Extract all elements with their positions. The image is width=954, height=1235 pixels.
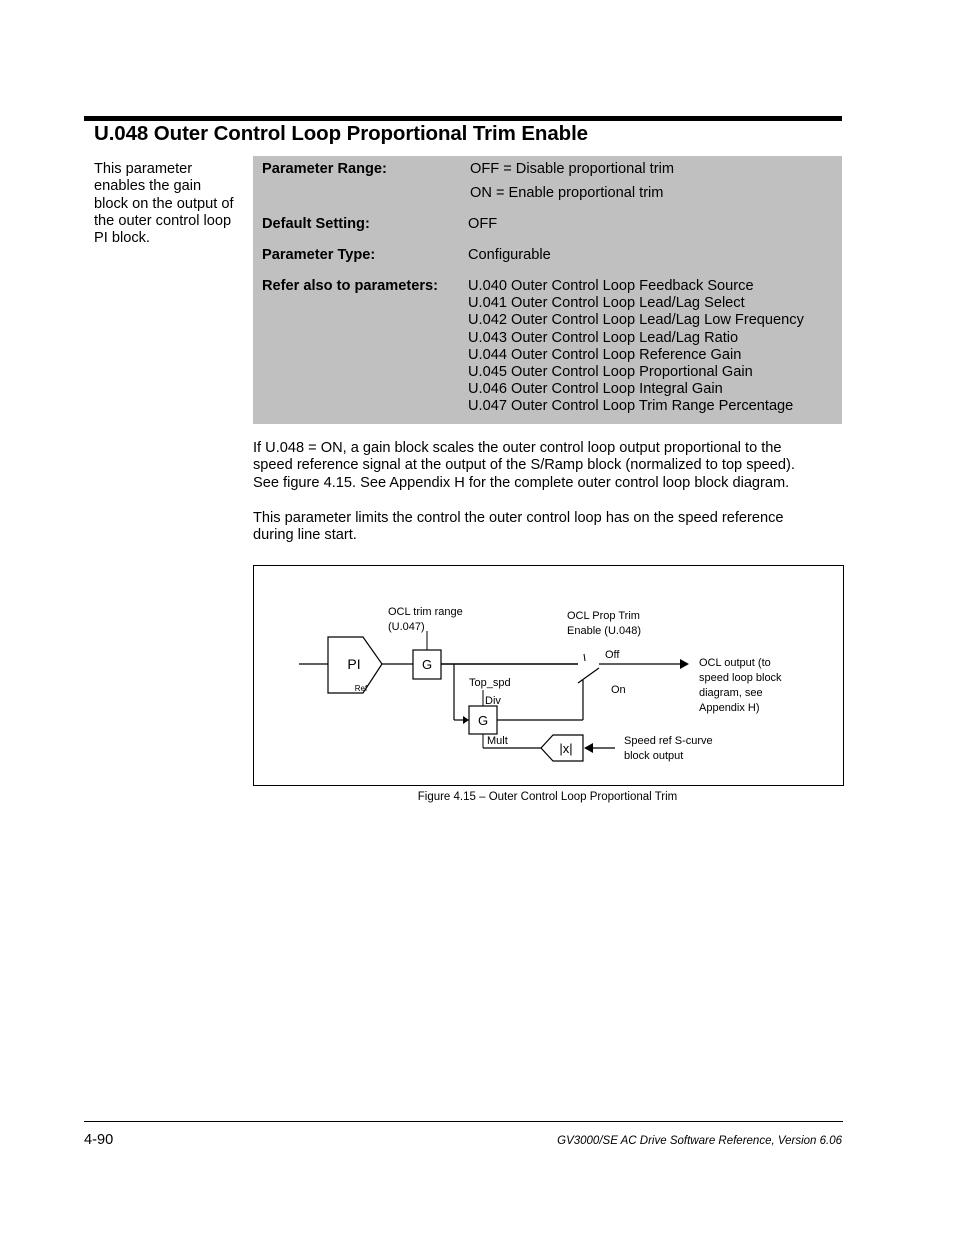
- output-label: speed loop block: [699, 672, 782, 684]
- paragraph-1: [253, 440, 843, 492]
- speed-ref-label: Speed ref S-curve: [624, 735, 713, 747]
- refer-item: U.044 Outer Control Loop Reference Gain: [468, 346, 742, 363]
- gain-2-label: G: [477, 713, 489, 728]
- pi-label: PI: [347, 656, 361, 672]
- document-reference: GV3000/SE AC Drive Software Reference, Version 6.06: [557, 1135, 842, 1147]
- refer-item: U.043 Outer Control Loop Lead/Lag Ratio: [468, 329, 739, 346]
- type-value: Configurable: [468, 247, 551, 263]
- refer-item: U.046 Outer Control Loop Integral Gain: [468, 381, 723, 398]
- refer-item: U.041 Outer Control Loop Lead/Lag Select: [468, 295, 745, 312]
- refer-item: U.042 Outer Control Loop Lead/Lag Low Frequency: [468, 312, 804, 329]
- refer-label: Refer also to parameters:: [262, 278, 439, 294]
- side-note-line: enables the gain: [94, 178, 202, 195]
- title-rule: [84, 116, 842, 121]
- output-label: OCL output (to: [699, 657, 771, 669]
- type-label: Parameter Type:: [262, 247, 376, 263]
- output-label: diagram, see: [699, 687, 763, 699]
- page-number: 4-90: [84, 1132, 114, 1148]
- side-note-line: PI block.: [94, 230, 150, 247]
- range-value-on: ON = Enable proportional trim: [470, 185, 664, 201]
- footer-rule: [84, 1121, 843, 1122]
- range-label: Parameter Range:: [262, 161, 387, 177]
- refer-item: U.040 Outer Control Loop Feedback Source: [468, 278, 754, 294]
- speed-ref-label: block output: [624, 750, 684, 762]
- block-diagram: [253, 565, 844, 786]
- side-note-line: block on the output of: [94, 195, 234, 212]
- paragraph-line: during line start.: [253, 527, 357, 544]
- switch-off-label: Off: [605, 649, 620, 661]
- default-label: Default Setting:: [262, 216, 370, 232]
- parameter-table: [253, 156, 842, 424]
- mult-label: Mult: [487, 735, 508, 747]
- paragraph-line: This parameter limits the control the outer control loop has on the speed reference: [253, 510, 784, 526]
- range-value-off: OFF = Disable proportional trim: [470, 161, 674, 177]
- paragraph-line: If U.048 = ON, a gain block scales the outer control loop output proportional to the: [253, 440, 782, 456]
- top-spd-label: Top_spd: [469, 677, 511, 689]
- refer-list: [468, 278, 804, 416]
- abs-label: |x|: [559, 741, 573, 756]
- side-note: [94, 161, 244, 247]
- default-value: OFF: [468, 216, 498, 232]
- trim-range-label: OCL trim range: [388, 606, 463, 618]
- prop-trim-param: Enable (U.048): [567, 625, 641, 637]
- switch-on-label: On: [611, 684, 626, 696]
- trim-range-param: (U.047): [388, 621, 425, 633]
- prop-trim-label: OCL Prop Trim: [567, 610, 640, 622]
- output-label: Appendix H): [699, 702, 760, 714]
- gain-1-label: G: [421, 657, 433, 672]
- page-title: U.048 Outer Control Loop Proportional Trim Enable: [94, 122, 588, 145]
- refer-item: U.047 Outer Control Loop Trim Range Percentage: [468, 398, 794, 415]
- side-note-line: the outer control loop: [94, 212, 232, 229]
- side-note-line: This parameter: [94, 161, 193, 177]
- paragraph-line: See figure 4.15. See Appendix H for the complete outer control loop block diagram.: [253, 474, 790, 491]
- div-label: Div: [485, 695, 501, 707]
- paragraph-line: speed reference signal at the output of the S/Ramp block (normalized to top speed).: [253, 457, 795, 474]
- ref-label: Ref: [354, 684, 368, 693]
- figure-caption: Figure 4.15 – Outer Control Loop Proportional Trim: [417, 791, 678, 803]
- paragraph-2: [253, 510, 843, 545]
- refer-item: U.045 Outer Control Loop Proportional Gain: [468, 364, 753, 381]
